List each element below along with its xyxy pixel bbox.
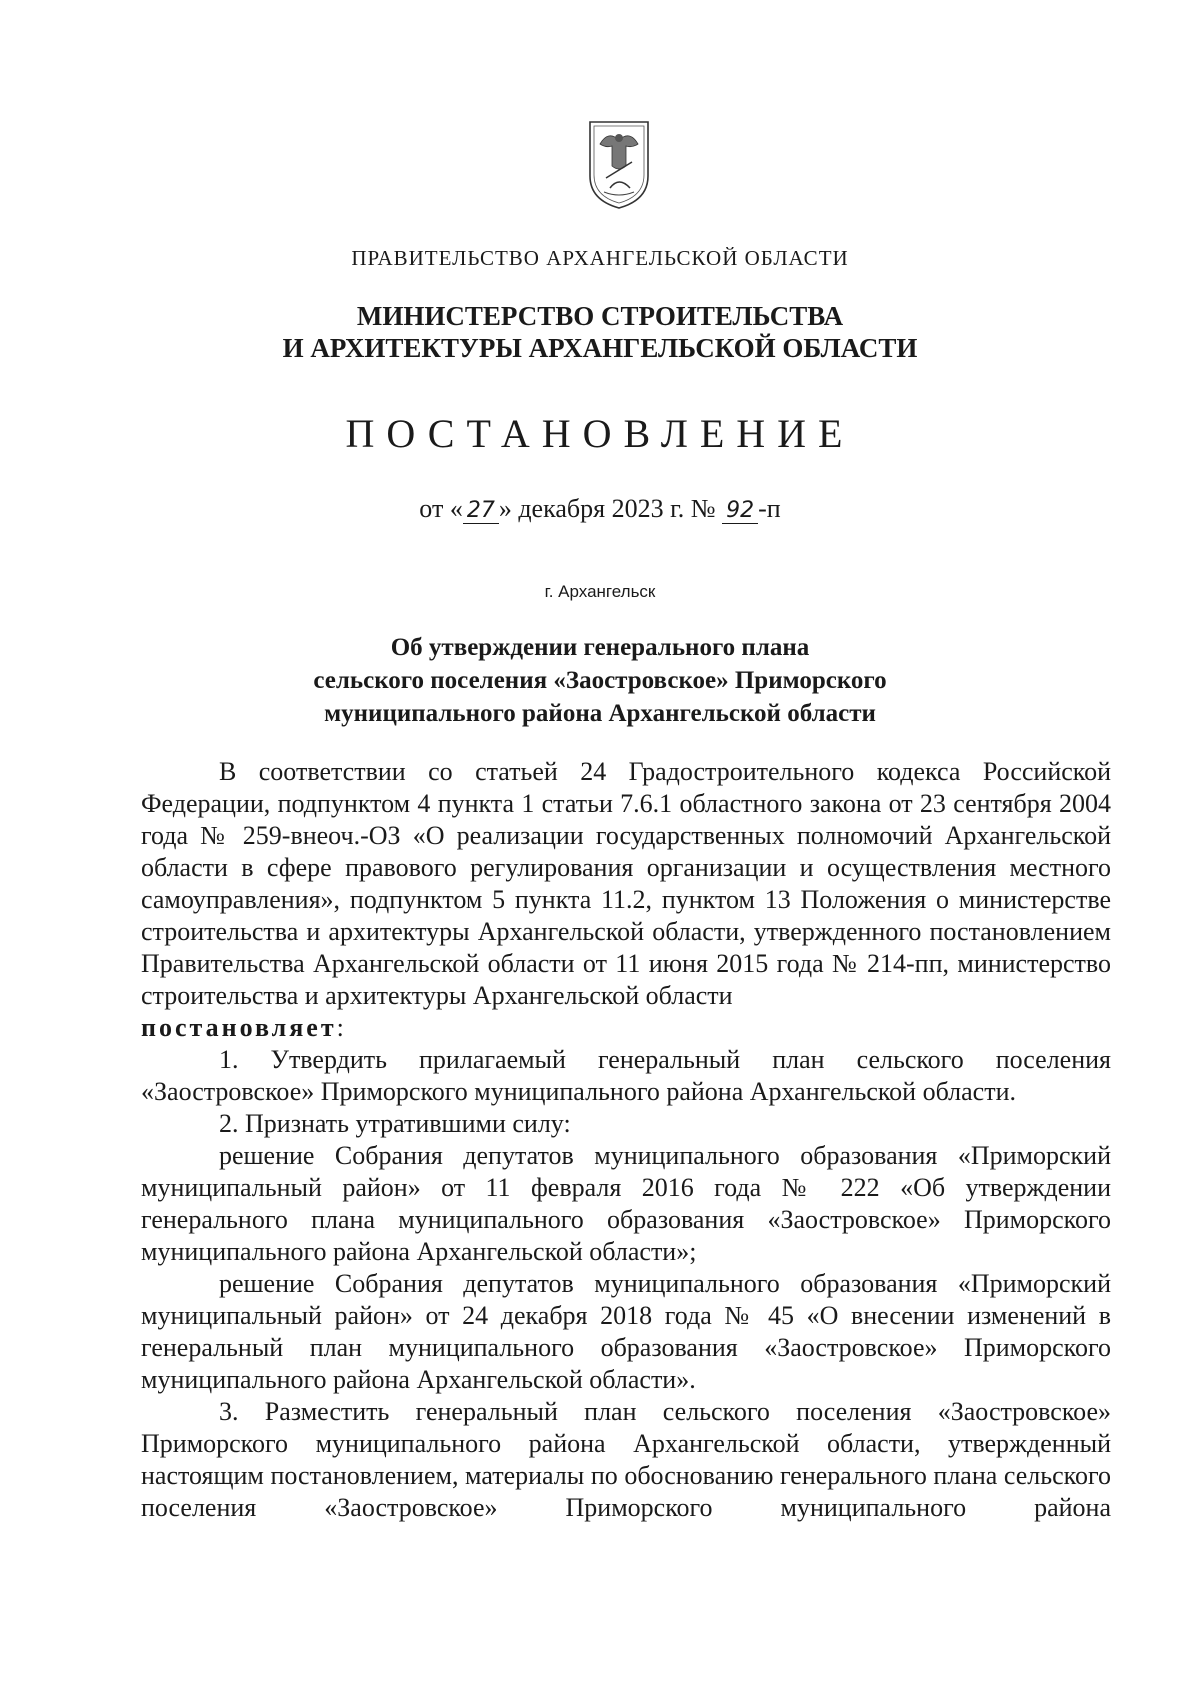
dateline-suffix: -п [758,494,781,523]
handwritten-number: 92 [722,499,758,524]
city-label: г. Архангельск [544,582,656,601]
document-subject [0,631,1200,730]
subject-line3: муниципального района Архангельской области [324,700,876,727]
government-heading: ПРАВИТЕЛЬСТВО АРХАНГЕЛЬСКОЙ ОБЛАСТИ [351,246,849,270]
dateline-middle: » декабря 2023 г. № [498,494,716,523]
item-2-paragraph: 2. Признать утратившими силу: [219,1109,571,1138]
subject-line2: сельского поселения «Заостровское» Приморского [313,667,887,694]
document-dateline [0,494,1200,524]
ministry-heading-line2: И АРХИТЕКТУРЫ АРХАНГЕЛЬСКОЙ ОБЛАСТИ [282,333,918,363]
document-type-title: ПОСТАНОВЛЕНИЕ [345,411,855,456]
ministry-heading [0,300,1200,364]
handwritten-day: 27 [463,499,499,524]
item-2b-paragraph: решение Собрания депутатов муниципального образования «Приморский муниципальный район» от 24 декабря 2018 года № 45 «О внесении изменений в генеральный план муниципального образования «Заостровское» Приморского муниципального района Архангельской области». [141,1269,1111,1394]
item-1-paragraph: 1. Утвердить прилагаемый генеральный план сельского поселения «Заостровское» Приморского муниципального района Архангельской области. [141,1045,1111,1106]
item-3-paragraph: 3. Разместить генеральный план сельского поселения «Заостровское» Приморского муниципального района Архангельской области, утвержденный настоящим постановлением, материалы по обоснованию генерального плана сельского поселения «Заостровское» Приморского муниципального района [141,1397,1111,1522]
document-body [141,756,1111,1524]
resolves-line [141,1012,1111,1044]
subject-line1: Об утверждении генерального плана [390,634,810,661]
dateline-prefix: от « [419,494,463,523]
resolves-word: постановляет [141,1013,337,1042]
preamble-paragraph: В соответствии со статьей 24 Градостроительного кодекса Российской Федерации, подпунктом 4 пункта 1 статьи 7.6.1 областного закона от 23 сентября 2004 года № 259-внеоч.-ОЗ «О реализации государственных полномочий Архангельской области в сфере правового регулирования организации и осуществления местного самоуправления», подпунктом 5 пункта 11.2, пунктом 13 Положения о министерстве строительства и архитектуры Архангельской области, утвержденного постановлением Правительства Архангельской области от 11 июня 2015 года № 214-пп, министерство строительства и архитектуры Архангельской области [141,757,1111,1010]
coat-of-arms-icon [586,118,652,212]
ministry-heading-line1: МИНИСТЕРСТВО СТРОИТЕЛЬСТВА [356,301,844,331]
item-2a-paragraph: решение Собрания депутатов муниципального образования «Приморский муниципальный район» от 11 февраля 2016 года № 222 «Об утверждении генерального плана муниципального образования «Заостровское» Приморского муниципального района Архангельской области»; [141,1141,1111,1266]
resolves-colon: : [336,1013,344,1042]
